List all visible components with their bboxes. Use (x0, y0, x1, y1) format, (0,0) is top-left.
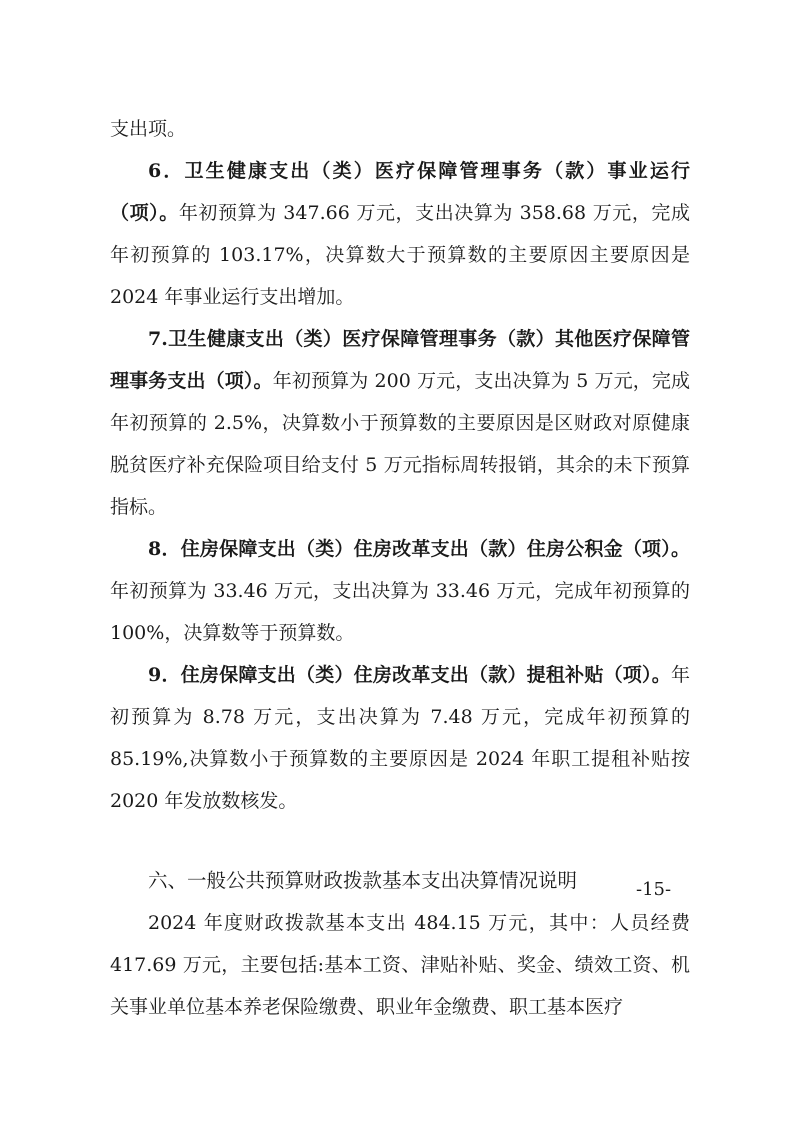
paragraph-continuation: 支出项。 (110, 118, 187, 140)
item-9-body: 年初预算为 8.78 万元，支出决算为 7.48 万元，完成年初预算的 85.19%,决算数小于预算数的主要原因是 2024 年职工提租补贴按 2020 年发放数核发。 (110, 664, 690, 812)
document-page (110, 108, 690, 1028)
page-number: -15- (636, 879, 672, 900)
item-7-title: 7.卫生健康支出（类）医疗保障管理事务（款）其他医疗保障管理事务支出（项）。 (110, 328, 690, 392)
item-8 (110, 528, 690, 654)
item-6 (110, 150, 690, 318)
item-9 (110, 654, 690, 822)
item-7 (110, 318, 690, 528)
section-6-heading: 六、一般公共预算财政拨款基本支出决算情况说明 (148, 869, 578, 892)
section-6-body: 2024 年度财政拨款基本支出 484.15 万元，其中：人员经费 417.69 万元，主要包括:基本工资、津贴补贴、奖金、绩效工资、机关事业单位基本养老保险缴费、职业年金缴费、职工基本医疗 (110, 912, 690, 1018)
item-8-title: 8．住房保障支出（类）住房改革支出（款）住房公积金（项）。 (148, 538, 690, 560)
item-7-body: 年初预算为 200 万元，支出决算为 5 万元，完成年初预算的 2.5%，决算数小于预算数的主要原因是区财政对原健康脱贫医疗补充保险项目给支付 5 万元指标周转报销，其余的未下预算指标。 (110, 370, 690, 518)
item-9-title: 9．住房保障支出（类）住房改革支出（款）提租补贴（项）。 (148, 664, 671, 686)
item-6-body: 年初预算为 347.66 万元，支出决算为 358.68 万元，完成年初预算的 103.17%，决算数大于预算数的主要原因主要原因是 2024 年事业运行支出增加。 (110, 202, 690, 308)
item-6-title: 6．卫生健康支出（类）医疗保障管理事务（款）事业运行（项）。 (110, 160, 690, 224)
item-8-body: 年初预算为 33.46 万元，支出决算为 33.46 万元，完成年初预算的 100%，决算数等于预算数。 (110, 580, 690, 644)
